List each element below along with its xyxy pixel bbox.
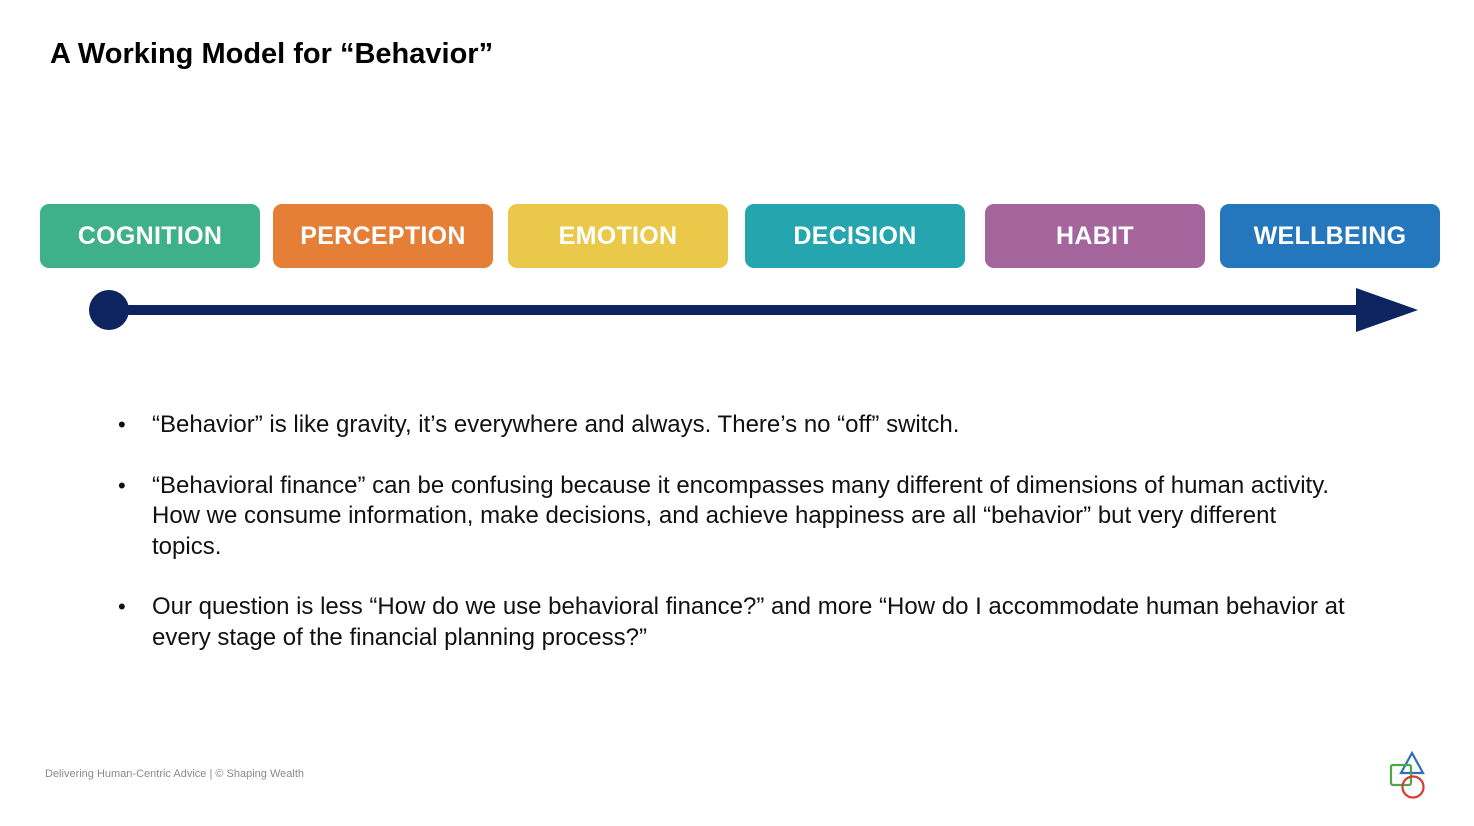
logo-square (1391, 765, 1411, 785)
bullet-list (118, 410, 1348, 683)
bullet-text: “Behavior” is like gravity, it’s everywhere and always. There’s no “off” switch. (152, 411, 960, 438)
timeline-arrowhead (1356, 288, 1418, 332)
stage-label: COGNITION (77, 221, 223, 250)
bullet-text: “Behavioral finance” can be confusing because it encompasses many different of dimensions of human activity. How we consume information, make decisions, and achieve happiness are all “behavior” but very different topics. (152, 471, 1330, 560)
bullet-marker: • (118, 472, 126, 498)
stage-label: HABIT (1056, 221, 1134, 250)
bullet-marker: • (118, 594, 126, 619)
bullet-text: Our question is less “How do we use behavioral finance?” and more “How do I accommodate human behavior at every stage of the financial planning process?” (152, 593, 1345, 651)
bullet-marker: • (118, 412, 126, 437)
timeline-arrow (0, 0, 1474, 360)
bullet-item (118, 592, 1348, 653)
bullet-item (118, 410, 1348, 441)
slide-title: A Working Model for “Behavior” (50, 38, 494, 70)
stage-label: DECISION (793, 221, 917, 250)
stage-label: EMOTION (558, 221, 678, 250)
timeline-line (109, 305, 1364, 315)
shaping-wealth-logo-icon (1388, 750, 1430, 802)
footer-text: Delivering Human-Centric Advice | © Shaping Wealth (45, 768, 304, 780)
logo-circle (1403, 777, 1424, 798)
stage-label: WELLBEING (1253, 221, 1407, 250)
bullet-item (118, 471, 1348, 563)
stage-label: PERCEPTION (300, 221, 466, 250)
